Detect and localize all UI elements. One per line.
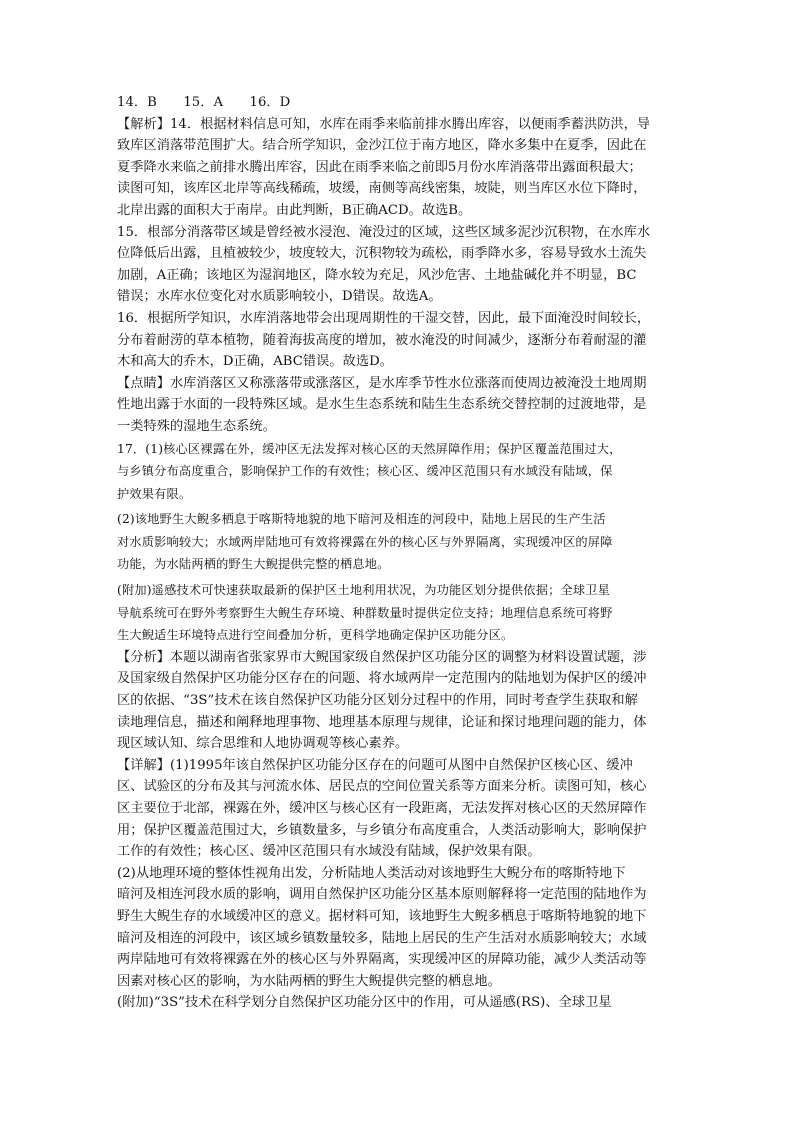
q17-part2-line: 对水质影响较大；水域两岸陆地可有效将裸露在外的核心区与外界隔离，实现缓冲区的屏障	[117, 534, 613, 549]
xiangjie-line: 暗河及相连河段水质的影响，调用自然保护区功能分区基本原则解释将一定范围的陆地作为	[117, 887, 647, 903]
q17-part1-line: 17．(1)核心区裸露在外，缓冲区无法发挥对核心区的天然屏障作用；保护区覆盖范围过大，	[117, 441, 622, 456]
document-page	[117, 92, 679, 1014]
analysis-line: 16．根据所学知识，水库消落地带会出现周期性的干湿交替，因此，最下面淹没时间较长，	[117, 310, 651, 326]
xiangjie-line: 区主要位于北部，裸露在外，缓冲区与核心区有一段距离，无法发挥对核心区的天然屏障作	[117, 801, 647, 816]
analysis-section	[117, 114, 679, 373]
xiangjie-line: (2)从地理环境的整体性视角出发，分析陆地人类活动对该地野生大鲵分布的喀斯特地下	[117, 865, 626, 881]
analysis-line: 错误；水库水位变化对水质影响较小，D错误。故选A。	[117, 289, 442, 305]
q17-extra-line: 导航系统可在野外考察野生大鲵生存环境、种群数量时提供定位支持；地理信息系统可将野	[117, 605, 613, 620]
analysis-line: 位降低后出露，且植被较少，坡度较大，沉积物较为疏松，雨季降水多，容易导致水土流失	[117, 246, 647, 262]
analysis-line: 【解析】14．根据材料信息可知，水库在雨季来临前排水腾出库容，以便雨季蓄洪防洪，导	[117, 116, 651, 132]
q17-extra-line: 生大鲵适生环境特点进行空间叠加分析，更科学地确定保护区功能分区。	[117, 628, 514, 643]
analysis-line: 加剧，A正确；该地区为湿润地区，降水较为充足，风沙危害、土地盐碱化并不明显，BC	[117, 267, 637, 283]
xiangjie-line: 用；保护区覆盖范围过大，乡镇数量多，与乡镇分布高度重合，人类活动影响大，影响保护	[117, 822, 647, 838]
q17-part1-line: 护效果有限。	[117, 486, 192, 501]
fenxi-line: 区的依据、“3S”技术在该自然保护区功能分区划分过程中的作用，同时考查学生获取和解	[117, 693, 638, 709]
fenxi-line: 及国家级自然保护区功能分区存在的问题、将水域两岸一定范围内的陆地划为保护区的缓冲	[117, 671, 647, 687]
tip-line: 【点睛】水库消落区又称涨落带或涨落区，是水库季节性水位涨落而使周边被淹没土地周期	[117, 375, 647, 391]
xiangjie-line: 两岸陆地可有效将裸露在外的核心区与外界隔离，实现缓冲区的屏障功能，减少人类活动等	[117, 952, 647, 968]
q17-extra-line: (附加)遥感技术可快速获取最新的保护区土地利用状况，为功能区划分提供依据；全球卫星	[117, 583, 611, 598]
xiangjie-line: 区、试验区的分布及其与河流水体、居民点的空间位置关系等方面来分析。读图可知，核心	[117, 779, 647, 795]
xiangjie-line: (附加)“3S”技术在科学划分自然保护区功能分区中的作用，可从遥感(RS)、全球卫星	[117, 995, 612, 1011]
q17-part2-line: (2)该地野生大鲵多栖息于喀斯特地貌的地下暗河及相连的河段中，陆地上居民的生产生活	[117, 512, 606, 527]
analysis-line: 15．根部分消落带区域是曾经被水浸泡、淹没过的区域，这些区域多泥沙沉积物，在水库水	[117, 224, 651, 240]
q17-part1-line: 与乡镇分布高度重合，影响保护工作的有效性；核心区、缓冲区范围只有水域没有陆域，保	[117, 464, 613, 479]
q17-part2-line: 功能，为水陆两栖的野生大鲵提供完整的栖息地。	[117, 557, 390, 572]
fenxi-section	[117, 647, 679, 755]
analysis-line: 致库区消落带范围扩大。结合所学知识，金沙江位于南方地区，降水多集中在夏季，因此在	[117, 138, 647, 154]
xiangjie-line: 野生大鲵生存的水域缓冲区的意义。据材料可知，该地野生大鲵多栖息于喀斯特地貌的地下	[117, 908, 647, 924]
xiangjie-line: 因素对核心区的影响，为水陆两栖的野生大鲵提供完整的栖息地。	[117, 973, 501, 989]
xiangjie-line: 工作的有效性；核心区、缓冲区范围只有水域没有陆域，保护效果有限。	[117, 844, 541, 860]
question-17-answer	[117, 438, 679, 647]
xiangjie-line: 【详解】(1)1995年该自然保护区功能分区存在的问题可从图中自然保护区核心区、缓冲	[117, 757, 633, 773]
fenxi-line: 【分析】本题以湖南省张家界市大鲵国家级自然保护区功能分区的调整为材料设置试题，涉	[117, 649, 647, 665]
tip-section	[117, 373, 679, 438]
xiangjie-section	[117, 755, 679, 1014]
analysis-line: 读图可知，该库区北岸等高线稀疏，坡缓，南侧等高线密集，坡陡，则当库区水位下降时，	[117, 181, 647, 197]
tip-line: 一类特殊的湿地生态系统。	[117, 418, 276, 434]
answer-line: 14．B 15．A 16．D	[117, 95, 291, 110]
analysis-line: 木和高大的乔木，D正确，ABC错误。故选D。	[117, 354, 393, 370]
analysis-line: 夏季降水来临之前排水腾出库容，因此在雨季来临之前即5月份水库消落带出露面积最大；	[117, 159, 642, 175]
fenxi-line: 读地理信息，描述和阐释地理事物、地理基本原理与规律，论证和探讨地理问题的能力，体	[117, 714, 647, 730]
xiangjie-line: 暗河及相连的河段中，该区域乡镇数量较多，陆地上居民的生产生活对水质影响较大；水域	[117, 930, 647, 946]
analysis-line: 北岸出露的面积大于南岸。由此判断，B正确ACD。故选B。	[117, 202, 472, 218]
answer-key	[117, 92, 679, 114]
tip-line: 性地出露于水面的一段特殊区域。是水生生态系统和陆生生态系统交替控制的过渡地带，是	[117, 397, 647, 413]
fenxi-line: 现区域认知、综合思维和人地协调观等核心素养。	[117, 736, 409, 752]
analysis-line: 分布着耐涝的草本植物，随着海拔高度的增加，被水淹没的时间减少，逐渐分布着耐湿的灌	[117, 332, 647, 348]
